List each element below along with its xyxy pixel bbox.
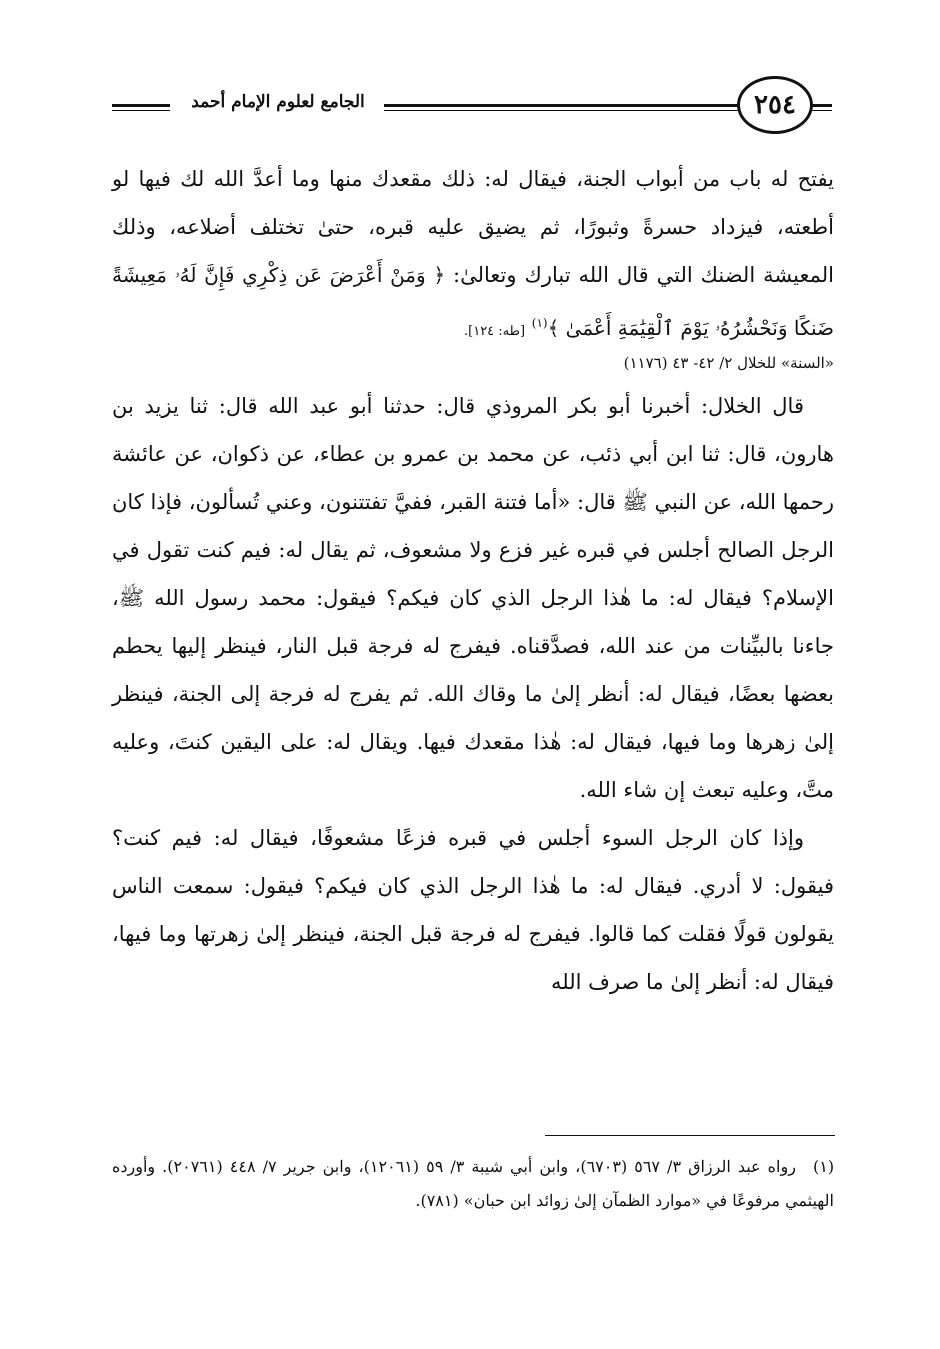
footnote-1-text: رواه عبد الرزاق ٣/ ٥٦٧ (٦٧٠٣)، وابن أبي شيبة ٣/ ٥٩ (١٢٠٦١)، وابن جرير ٧/ ٤٤٨ (٢٠٧٦١). وأورده الهيثمي مرفوعًا في «موارد الظمآن إلىٰ زوائد ابن حبان» (٧٨١). bbox=[112, 1157, 834, 1210]
source-citation: «السنة» للخلال ٢/ ٤٢- ٤٣ (١١٧٦) bbox=[623, 354, 834, 372]
footnote-marker: (١) bbox=[531, 316, 548, 330]
paragraph-3: وإذا كان الرجل السوء أجلس في قبره فزعًا مشعوفًا، فيقال له: فيم كنت؟ فيقول: لا أدري. فيقال له: ما هٰذا الرجل الذي كان فيكم؟ فيقول: سمعت الناس يقولون قولًا فقلت كما قالوا. فيفرج له فرجة قبل الجنة، فينظر إلىٰ زهرتها وما فيها، فيقال له: أنظر إلىٰ ما صرف الله bbox=[112, 826, 834, 994]
quran-verse: ﴿ وَمَنْ أَعْرَضَ عَن ذِكْرِي فَإِنَّ لَهُۥ مَعِيشَةً ضَنكًا وَنَحْشُرُهُۥ يَوْمَ ٱلْقِيَٰمَةِ أَعْمَىٰ ﴾ bbox=[112, 263, 834, 340]
verse-reference: [طه: ١٢٤]. bbox=[464, 324, 526, 339]
main-text bbox=[112, 155, 834, 1006]
running-title: الجامع لعلوم الإمام أحمد bbox=[191, 92, 365, 112]
paragraph-1-text: يفتح له باب من أبواب الجنة، فيقال له: ذلك مقعدك منها وما أعدَّ الله لك فيها لو أطعته، فيزداد حسرةً وثبورًا، ثم يضيق عليه قبره، حتىٰ تختلف أضلاعه، وذلك المعيشة الضنك التي قال الله تبارك وتعالىٰ: bbox=[112, 167, 834, 287]
header-rule-left bbox=[112, 104, 170, 111]
page-header bbox=[112, 72, 842, 142]
footnote-separator bbox=[545, 1135, 835, 1136]
footnotes bbox=[112, 1150, 834, 1218]
page-number: ٢٥٤ bbox=[737, 76, 813, 134]
paragraph-1 bbox=[112, 155, 834, 356]
footnote-1-number: (١) bbox=[812, 1157, 835, 1176]
paragraph-2: قال الخلال: أخبرنا أبو بكر المروذي قال: حدثنا أبو عبد الله قال: ثنا يزيد بن هارون، قال: ثنا ابن أبي ذئب، عن محمد بن عمرو بن عطاء، عن ذكوان، عن عائشة رحمها الله، عن النبي ﷺ قال: «أما فتنة القبر، ففيَّ تفتتنون، وعني تُسألون، فإذا كان الرجل الصالح أجلس في قبره غير فزع ولا مشعوف، ثم يقال له: فيم كنت تقول في الإسلام؟ فيقال له: ما هٰذا الرجل الذي كان فيكم؟ فيقول: محمد رسول الله ﷺ، جاءنا بالبيِّنات من عند الله، فصدَّقناه. فيفرج له فرجة قبل النار، فينظر إليها يحطم بعضها بعضًا، فيقال له: أنظر إلىٰ ما وقاك الله. ثم يفرج له فرجة إلى الجنة، فينظر إلىٰ زهرها وما فيها، فيقال له: هٰذا مقعدك فيها. ويقال له: على اليقين كنتَ، وعليه متَّ، وعليه تبعث إن شاء الله. bbox=[111, 394, 834, 802]
footnote-1 bbox=[112, 1150, 834, 1218]
